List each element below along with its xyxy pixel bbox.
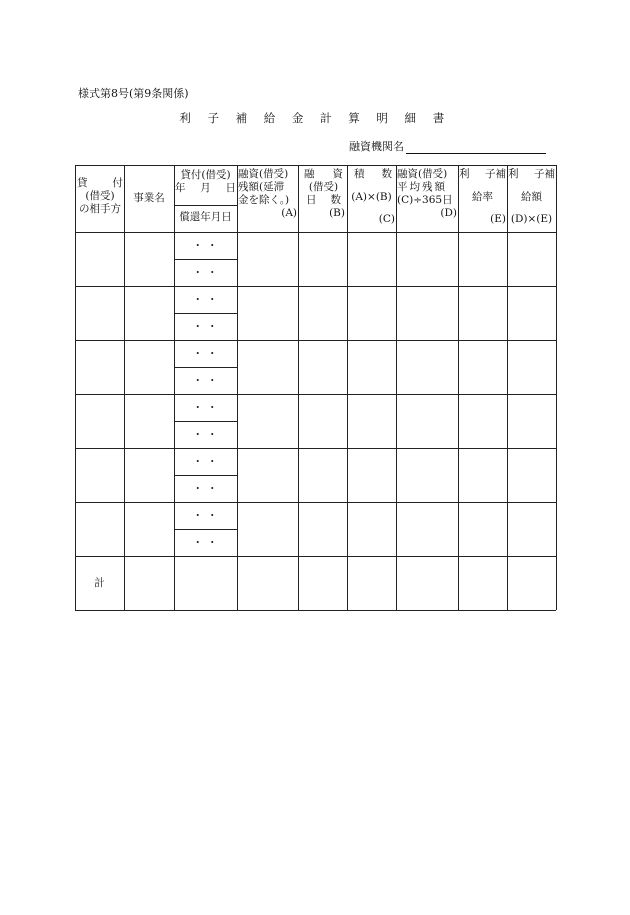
header-loan-balance: 融資(借受) 残額(延滞 金を除く。) (A) bbox=[238, 168, 297, 219]
date-subrow-divider bbox=[174, 421, 237, 422]
form-number-label: 様式第8号(第9条関係) bbox=[78, 87, 189, 100]
loan-date-placeholder[interactable]: ・ ・ bbox=[192, 347, 218, 360]
table-border-right bbox=[556, 165, 557, 610]
header-average-balance: 融資(借受) 平均残額 (C)÷365日 (D) bbox=[397, 168, 457, 219]
row-divider bbox=[75, 556, 556, 557]
institution-name-blank[interactable] bbox=[406, 140, 546, 154]
date-subrow-divider bbox=[174, 313, 237, 314]
repayment-date-placeholder[interactable]: ・ ・ bbox=[192, 428, 218, 441]
table-border-top bbox=[75, 165, 556, 166]
header-loan-date: 貸付(借受) 年 月 日 bbox=[175, 169, 236, 194]
row-divider bbox=[75, 394, 556, 395]
header-subsidy-amount: 利 子補 給額 (D)×(E) bbox=[508, 168, 555, 225]
row-divider bbox=[75, 502, 556, 503]
column-line bbox=[298, 165, 299, 610]
date-subrow-divider bbox=[174, 259, 237, 260]
header-business-name: 事業名 bbox=[133, 192, 165, 204]
date-subrow-divider bbox=[174, 475, 237, 476]
institution-name-field[interactable] bbox=[349, 138, 546, 154]
repayment-date-placeholder[interactable]: ・ ・ bbox=[192, 320, 218, 333]
repayment-date-placeholder[interactable]: ・ ・ bbox=[192, 266, 218, 279]
calculation-table bbox=[75, 165, 556, 610]
table-border-bottom bbox=[75, 610, 556, 611]
document-title: 利 子 補 給 金 計 算 明 細 書 bbox=[179, 111, 451, 125]
column-line bbox=[458, 165, 459, 610]
row-divider bbox=[75, 448, 556, 449]
loan-date-placeholder[interactable]: ・ ・ bbox=[192, 509, 218, 522]
institution-name-label: 融資機関名 bbox=[349, 140, 404, 153]
row-divider bbox=[75, 340, 556, 341]
header-loan-days: 融 資 (借受) 日 数 (B) bbox=[304, 168, 345, 219]
repayment-date-placeholder[interactable]: ・ ・ bbox=[192, 482, 218, 495]
column-line bbox=[507, 165, 508, 610]
header-product: 積 数 (A)×(B) (C) bbox=[351, 168, 395, 225]
loan-date-placeholder[interactable]: ・ ・ bbox=[192, 455, 218, 468]
column-line bbox=[237, 165, 238, 610]
column-line bbox=[396, 165, 397, 610]
column-line bbox=[347, 165, 348, 610]
date-subrow-divider bbox=[174, 367, 237, 368]
header-repayment-date: 償還年月日 bbox=[179, 211, 232, 223]
loan-date-placeholder[interactable]: ・ ・ bbox=[192, 293, 218, 306]
header-bottom-line bbox=[75, 232, 556, 233]
table-border-left bbox=[75, 165, 76, 610]
header-divider bbox=[174, 205, 237, 206]
repayment-date-placeholder[interactable]: ・ ・ bbox=[192, 374, 218, 387]
loan-date-placeholder[interactable]: ・ ・ bbox=[192, 401, 218, 414]
repayment-date-placeholder[interactable]: ・ ・ bbox=[192, 536, 218, 549]
column-line bbox=[124, 165, 125, 610]
loan-date-placeholder[interactable]: ・ ・ bbox=[192, 239, 218, 252]
row-divider bbox=[75, 286, 556, 287]
header-subsidy-rate: 利 子補 給率 (E) bbox=[459, 168, 506, 225]
total-label: 計 bbox=[94, 577, 105, 589]
header-lender: 貸 付 (借受) の相手方 bbox=[77, 177, 123, 215]
date-subrow-divider bbox=[174, 529, 237, 530]
